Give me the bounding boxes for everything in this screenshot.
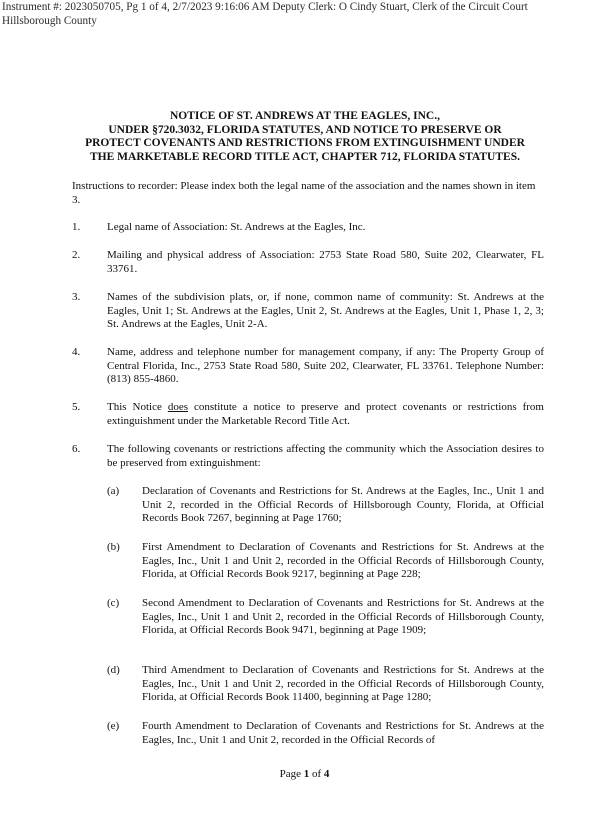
item-number: 1. [72, 221, 81, 233]
sub-item-text: Declaration of Covenants and Restrictions for St. Andrews at the Eagles, Inc., Unit 1 and Unit 2, recorded in the Official Records of Hillsborough County, Florida, at Official Records Book 7267, beginning at Page 1760; [142, 485, 544, 524]
sub-item-letter: (d) [107, 664, 120, 676]
list-item [72, 249, 544, 276]
recorder-instructions: Instructions to recorder: Please index both the legal name of the association and the names shown in item 3. [72, 180, 536, 206]
sub-list-item [107, 720, 544, 747]
list-item [72, 291, 544, 332]
item-text: Legal name of Association: St. Andrews at the Eagles, Inc. [107, 221, 366, 233]
recording-stamp-county: Hillsborough County [2, 15, 97, 27]
document-title [60, 110, 550, 164]
item-number: 5. [72, 401, 81, 413]
list-item [72, 346, 544, 387]
item-text [107, 401, 544, 428]
item-number: 6. [72, 443, 81, 455]
item-text: Mailing and physical address of Association: 2753 State Road 580, Suite 202, Clearwater, FL 33761. [107, 249, 544, 275]
title-line: NOTICE OF ST. ANDREWS AT THE EAGLES, INC., [169, 110, 440, 122]
list-item [72, 401, 544, 428]
list-item [72, 221, 544, 235]
title-line: THE MARKETABLE RECORD TITLE ACT, CHAPTER 712, FLORIDA STATUTES. [90, 150, 520, 163]
page-number [0, 768, 609, 781]
item-text-part: This Notice [107, 401, 168, 413]
list-item [72, 443, 544, 470]
sub-item-letter: (b) [107, 541, 120, 553]
sub-item-text: Second Amendment to Declaration of Covenants and Restrictions for St. Andrews at the Eagles, Inc., Unit 1 and Unit 2, recorded in the Official Records of Hillsborough County, Florida, at Official Records Book 9471, beginning at Page 1909; [142, 597, 544, 636]
item-number: 2. [72, 249, 81, 261]
sub-list-item [107, 485, 544, 526]
recording-stamp-line: Instrument #: 2023050705, Pg 1 of 4, 2/7/2023 9:16:06 AM Deputy Clerk: O Cindy Stuart, Clerk of the Circuit Court [2, 1, 528, 13]
page-of-label: of [309, 768, 324, 780]
sub-list-item [107, 664, 544, 705]
emphasized-word: does [167, 401, 189, 413]
sub-item-letter: (c) [107, 597, 120, 609]
item-text: Names of the subdivision plats, or, if none, common name of community: St. Andrews at the Eagles, Unit 1; St. Andrews at the Eagles, Unit 2, St. Andrews at the Eagles, Unit 1, Phase 1, 2, 3; St. Andrews at the Eagles, Unit 2-A. [107, 291, 544, 330]
sub-item-letter: (a) [107, 485, 120, 497]
sub-list-item [107, 597, 544, 638]
total-page-count: 4 [323, 768, 330, 780]
sub-item-text: Fourth Amendment to Declaration of Covenants and Restrictions for St. Andrews at the Eagles, Inc., Unit 1 and Unit 2, recorded in the Official Records of [142, 720, 544, 746]
title-line: UNDER §720.3032, FLORIDA STATUTES, AND NOTICE TO PRESERVE OR [108, 123, 502, 136]
item-text: The following covenants or restrictions affecting the community which the Association desires to be preserved from extinguishment: [107, 443, 544, 469]
item-number: 4. [72, 346, 81, 358]
sub-item-text: First Amendment to Declaration of Covenants and Restrictions for St. Andrews at the Eagles, Inc., Unit 1 and Unit 2, recorded in the Official Records of Hillsborough County, Florida, at Official Records Book 9217, beginning at Page 228; [142, 541, 544, 580]
current-page-number: 1 [303, 768, 310, 780]
sub-list-item [107, 541, 544, 582]
item-text: Name, address and telephone number for management company, if any: The Property Group of Central Florida, Inc., 2753 State Road 580, Suite 202, Clearwater, FL 33761. Telephone Number: (813) 855-4860. [107, 346, 544, 385]
item-text-part: constitute a notice to preserve and protect covenants or restrictions from extinguishment under the Marketable Record Title Act. [107, 401, 544, 427]
page-label: Page [279, 768, 304, 780]
sub-item-text: Third Amendment to Declaration of Covenants and Restrictions for St. Andrews at the Eagles, Inc., Unit 1 and Unit 2, recorded in the Official Records of Hillsborough County, Florida, at Official Records Book 11400, beginning at Page 1280; [142, 664, 544, 703]
recording-stamp [2, 0, 606, 28]
item-number: 3. [72, 291, 81, 303]
title-line: PROTECT COVENANTS AND RESTRICTIONS FROM EXTINGUISHMENT UNDER [85, 137, 525, 149]
sub-item-letter: (e) [107, 720, 120, 732]
